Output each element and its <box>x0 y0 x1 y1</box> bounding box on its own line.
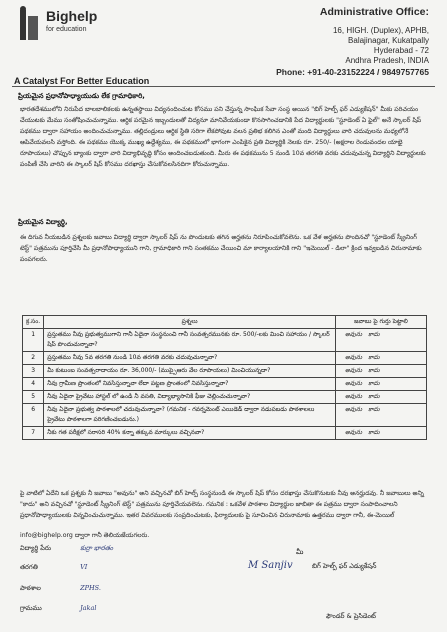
question-text: నీవు గ్రామీణ ప్రాంతంలో నివసిస్తున్నావా లేదా పట్టణ ప్రాంతంలో నివసిస్తున్నావా? <box>44 378 336 391</box>
question-number: 7 <box>23 427 44 440</box>
answer-yes[interactable]: అవును <box>345 393 363 400</box>
field-label: గ్రామము <box>20 604 42 612</box>
question-number: 2 <box>23 352 44 365</box>
phone-number: Phone: +91-40-23152224 / 9849757765 <box>276 67 429 77</box>
school-field[interactable] <box>20 584 101 594</box>
tagline: A Catalyst For Better Education <box>14 76 150 86</box>
table-header-row <box>23 316 427 329</box>
field-label: విద్యార్థి పేరు <box>20 544 52 552</box>
header-divider <box>12 86 435 87</box>
student-name-value: కుర్రా భారతం <box>80 544 114 552</box>
org-name: బిగ్ హెల్ప్ ఫర్ ఎడ్యుకేషన్ <box>312 562 377 570</box>
village-field[interactable] <box>20 604 96 614</box>
question-number: 1 <box>23 329 44 352</box>
answer-cell <box>336 378 427 391</box>
answer-no[interactable]: కాదు <box>368 406 380 413</box>
answer-yes[interactable]: అవును <box>345 331 363 338</box>
answer-yes[interactable]: అవును <box>345 429 363 436</box>
bighelp-logo <box>14 4 174 48</box>
question-text: నీకు గత పరీక్షలో సరాసరి 40% కన్నా తక్కువ మార్కులు వచ్చినవా? <box>44 427 336 440</box>
answer-cell <box>336 391 427 404</box>
school-value: ZPHS. <box>80 584 101 592</box>
question-number: 5 <box>23 391 44 404</box>
answer-cell <box>336 427 427 440</box>
table-row <box>23 404 427 427</box>
answer-cell <box>336 404 427 427</box>
table-row <box>23 352 427 365</box>
logo-mark-icon <box>14 6 42 46</box>
email-line: info@bighelp.org ద్వారా గానీ తెలియజేయగలరు. <box>20 532 150 539</box>
footer-paragraph: పై వాటిలో ఏదేని ఒక ప్రశ్నకు నీ జవాబు "అవును" అని వచ్చినచో బిగ్ హెల్ప్ సంస్థనుండి ఈ స్కాలర్ షిప్ కోసం దరఖాస్తు చేసుకొనుటకు నీవు అనర్హుడవు. నీ జవాబులు అన్ని "కాదు" అని వచ్చినచో "స్టూడెంట్ స్క్రీనింగ్ టెస్ట్" పత్రమును పూర్తిచేయవలెను. గమనిక : ఒకవేళ పాఠశాల విద్యార్థుల జాబితా ఈ పత్రము ద్వారా సంపాదించాలని ప్రధానోపాధ్యాయులకు విన్నవించుచున్నాము. ఇతర వివరములకు సంప్రదించుటకు, ఫిర్యాదులకు పై సూచించిన చిరునామాకు ఉత్తరము ద్వారా గానీ, ఈ-మెయిల్ <box>20 490 424 519</box>
student-name-field[interactable] <box>20 544 113 554</box>
question-text: మీ కుటుంబ సంవత్సరాదాయం రూ. 36,000/- (ముప్పైఆరు వేల రూపాయలు) మించియున్నదా? <box>44 365 336 378</box>
brand-subtitle: for education <box>46 26 87 33</box>
question-text: ప్రస్తుతము నీవు ప్రభుత్వముగాని గానీ ఏదైనా సంస్థనుంచి గానీ సంవత్సరమునకు రూ. 500/-లకు మించి సహాయం / స్కాలర్ షిప్ పొందుచున్నావా? <box>44 329 336 352</box>
column-header: ప్రశ్నలు <box>44 316 336 329</box>
question-number: 4 <box>23 378 44 391</box>
answer-cell <box>336 329 427 352</box>
founder-title: ఫౌండర్ & ప్రెసిడెంట్ <box>326 612 376 620</box>
answer-no[interactable]: కాదు <box>368 354 380 361</box>
closing-line: మీ <box>296 548 304 556</box>
office-title: Administrative Office: <box>319 6 429 18</box>
column-header: జవాబు పై గుర్తు పెట్టాలి <box>336 316 427 329</box>
intro-paragraph: భారతదేశములోని నిరుపేద బాలబాలికలకు ఉన్నతస్థాయి విద్యనందించుట కోసము పని చేస్తున్న సాంఘిక సేవా సంస్థ అయిన "బిగ్ హెల్ప్ ఫర్ ఎడ్యుకేషన్" మీకు పరిచయం చేయుటకు మేము సంతోషించుచున్నాము. ఆర్థిక పరమైన ఇబ్బందులతో విద్యనూ మానివేయకుండా కొనసాగించడానికి పేద విద్యార్థులకు "స్టూడెంట్ ఏ ఫైల్" అనే స్కాలర్ షిప్ పథకము ద్వారా సహాయం అందించుచున్నాము. తల్లిదండ్రులు ఆర్థిక స్థితి సరిగా లేకపోవుట వలన ప్రతిభ కలిగిన ఎంతో మంది విద్యార్థులు వారి చదువులను మధ్యలోనే ఆపివేయవలసి వస్తోంది. ఈ పథకము యొక్క ముఖ్య ఉద్దేశ్యము, ఈ పథకములో భాగంగా ఎంపికైన ప్రతి విద్యార్థికి నెలకు రూ. 250/- (అక్షరాల రెండువందల యాభై రూపాయలు) చొప్పున బ్యాంకు ద్వారా వారి విద్యాభివృద్ధి కోసం అందించబడుతుంది. మీరు ఈ పథకమును 5 నుండి 10వ తరగతి వరకు చదువుచున్న విద్యార్థిని విద్యార్థులకు పంపిణీ చేసి వారిని ఈ స్కాలర్ షిప్ కోసము దరఖాస్తు చేసుకోవలసినదిగా కోరుచున్నాము. <box>20 106 426 168</box>
column-header: క్ర.సం. <box>23 316 44 329</box>
field-label: పాఠశాల <box>20 584 41 592</box>
class-value: VI <box>80 563 88 571</box>
answer-cell <box>336 352 427 365</box>
office-address <box>276 6 429 77</box>
table-row <box>23 329 427 352</box>
answer-yes[interactable]: అవును <box>345 380 363 387</box>
salutation: ప్రియమైన ప్రధానోపాధ్యాయుడు లేక గ్రామాధికారి, <box>18 92 145 100</box>
address-line: Hyderabad - 72 <box>373 46 429 55</box>
answer-yes[interactable]: అవును <box>345 354 363 361</box>
question-text: నీవు ఏదైనా ప్రైవేటు హాస్టల్ లో ఉండి నీ వసతి, విద్యాభ్యాసానికి ఫీజు చెల్లించుచున్నావా? <box>44 391 336 404</box>
answer-no[interactable]: కాదు <box>368 380 380 387</box>
answer-no[interactable]: కాదు <box>368 331 380 338</box>
address-line: 16, HIGH. (Duplex), APHB, <box>332 26 429 35</box>
brand-name: Bighelp <box>46 8 98 24</box>
table-row <box>23 427 427 440</box>
answer-no[interactable]: కాదు <box>368 367 380 374</box>
address-line: Andhra Pradesh, INDIA <box>345 56 429 65</box>
table-row <box>23 365 427 378</box>
answer-cell <box>336 365 427 378</box>
class-field[interactable] <box>20 563 87 573</box>
instruction-paragraph: ఈ దిగువ నీయబడిన ప్రశ్నలకు జవాబు విద్యార్థి ద్వారా స్కాలర్ షిప్ ను పొందుటకు తగిన అర్హతను నిరూపించుకోవలెను. ఒక వేళ అర్హతను పొందినచో "స్టూడెంట్ స్క్రీనింగ్ టెస్ట్" పత్రమును పూర్తిచేసి మీ ప్రధానోపాధ్యాయుని గాని, గ్రామాధికారి గాని సంతకము చేయించి మా కార్యాలయానికి గాని "ఇమెయిల్ - డిలా" క్రింద ఇవ్వబడిన చిరునామాకు పంపగలరు. <box>20 234 422 263</box>
answer-yes[interactable]: అవును <box>345 367 363 374</box>
field-label: తరగతి <box>20 563 38 571</box>
answer-no[interactable]: కాదు <box>368 393 380 400</box>
question-number: 6 <box>23 404 44 427</box>
question-number: 3 <box>23 365 44 378</box>
question-text: ప్రస్తుతము నీవు 5వ తరగతి నుండి 10వ తరగతి వరకు చదువుచున్నావా? <box>44 352 336 365</box>
answer-yes[interactable]: అవును <box>345 406 363 413</box>
table-row <box>23 391 427 404</box>
eligibility-table <box>22 315 427 440</box>
address-line: Balajinagar, Kukatpally <box>348 36 429 45</box>
table-row <box>23 378 427 391</box>
question-text: నీవు ఏదైనా ప్రభుత్వ పాఠశాలలో చదువుచున్నావా? (గమనిక - గవర్నమెంట్ ఎయిడెడ్ ద్వారా నడుపబడు పాఠశాలలు ప్రైవేటు పాఠశాలగా పరిగణించబడును.) <box>44 404 336 427</box>
village-value: Jakal <box>80 604 97 612</box>
student-salutation: ప్రియమైన విద్యార్థి, <box>18 218 68 226</box>
signature: M Sanjiv <box>248 560 293 571</box>
answer-no[interactable]: కాదు <box>368 429 380 436</box>
